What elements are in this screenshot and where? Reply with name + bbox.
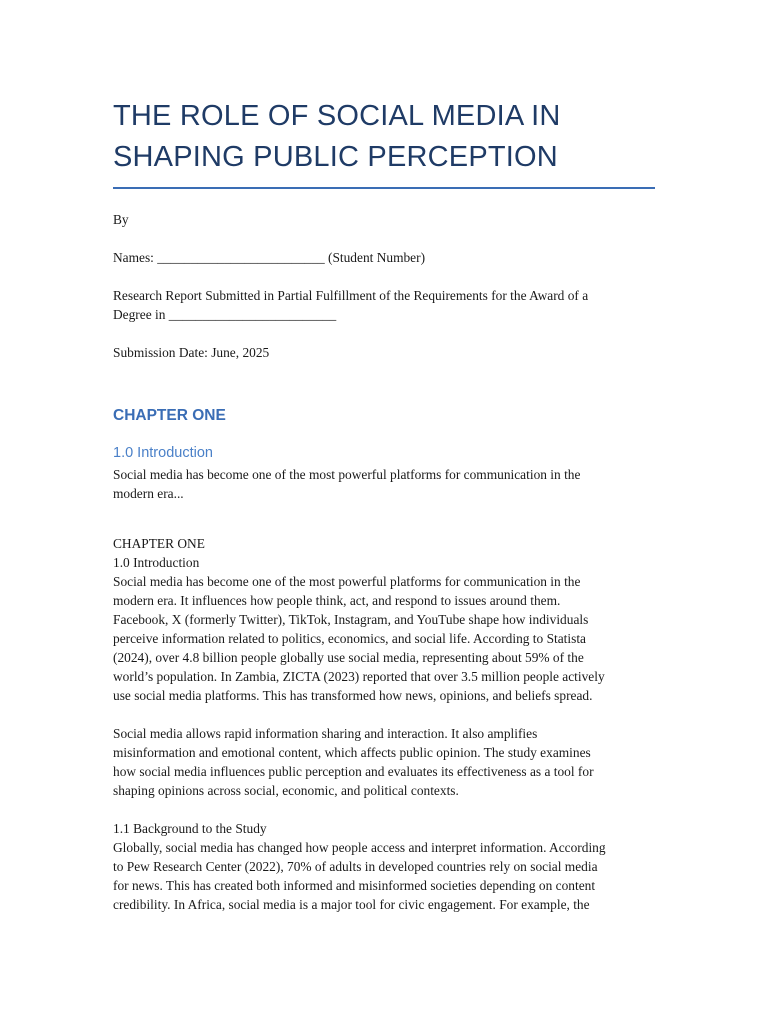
body-section bbox=[113, 534, 658, 914]
intro-heading: 1.0 Introduction bbox=[113, 445, 213, 461]
paragraph-line: Facebook, X (formerly Twitter), TikTok, Instagram, and YouTube shape how individuals bbox=[113, 612, 589, 627]
paragraph-line: (2024), over 4.8 billion people globally use social media, representing about 59% of the bbox=[113, 650, 584, 665]
report-line-1: Research Report Submitted in Partial Fulfillment of the Requirements for the Award of a bbox=[113, 288, 589, 303]
chapter-heading: CHAPTER ONE bbox=[113, 407, 226, 424]
paragraph-line: perceive information related to politics, economics, and social life. According to Statista bbox=[113, 631, 586, 646]
body-chapter-label: CHAPTER ONE bbox=[113, 536, 205, 551]
report-statement bbox=[113, 286, 658, 324]
author-by: By bbox=[113, 212, 129, 227]
body-intro-label: 1.0 Introduction bbox=[113, 555, 200, 570]
paragraph-line: Social media has become one of the most powerful platforms for communication in the bbox=[113, 574, 581, 589]
paragraph-line: to Pew Research Center (2022), 70% of adults in developed countries rely on social media bbox=[113, 859, 598, 874]
names-line: Names: _________________________ (Student Number) bbox=[113, 250, 426, 265]
paragraph-line: Social media allows rapid information sharing and interaction. It also amplifies bbox=[113, 726, 538, 741]
title-underline bbox=[113, 187, 655, 189]
intro-summary-line-1: Social media has become one of the most powerful platforms for communication in the bbox=[113, 467, 581, 482]
intro-summary-line-2: modern era... bbox=[113, 486, 184, 501]
paragraph-line: how social media influences public perception and evaluates its effectiveness as a tool for bbox=[113, 764, 594, 779]
title-line-1: THE ROLE OF SOCIAL MEDIA IN bbox=[113, 100, 561, 132]
paragraph-line: credibility. In Africa, social media is a major tool for civic engagement. For example, the bbox=[113, 897, 590, 912]
paragraph-2 bbox=[113, 724, 658, 800]
paragraph-line: Globally, social media has changed how people access and interpret information. According bbox=[113, 840, 606, 855]
background-heading: 1.1 Background to the Study bbox=[113, 821, 267, 836]
paragraph-line: shaping opinions across social, economic, and political contexts. bbox=[113, 783, 459, 798]
paragraph-line: misinformation and emotional content, which affects public opinion. The study examines bbox=[113, 745, 591, 760]
submission-date: Submission Date: June, 2025 bbox=[113, 345, 270, 360]
paragraph-line: modern era. It influences how people think, act, and respond to issues around them. bbox=[113, 593, 561, 608]
intro-summary bbox=[113, 465, 658, 503]
paragraph-line: for news. This has created both informed and misinformed societies depending on content bbox=[113, 878, 596, 893]
paragraph-line: world’s population. In Zambia, ZICTA (2023) reported that over 3.5 million people actively bbox=[113, 669, 605, 684]
background-section bbox=[113, 819, 658, 914]
title-line-2: SHAPING PUBLIC PERCEPTION bbox=[113, 141, 558, 173]
report-line-2: Degree in _________________________ bbox=[113, 307, 337, 322]
document-title bbox=[113, 96, 658, 178]
paragraph-line: use social media platforms. This has transformed how news, opinions, and beliefs spread. bbox=[113, 688, 593, 703]
document-page bbox=[113, 96, 658, 914]
paragraph-1 bbox=[113, 572, 658, 705]
